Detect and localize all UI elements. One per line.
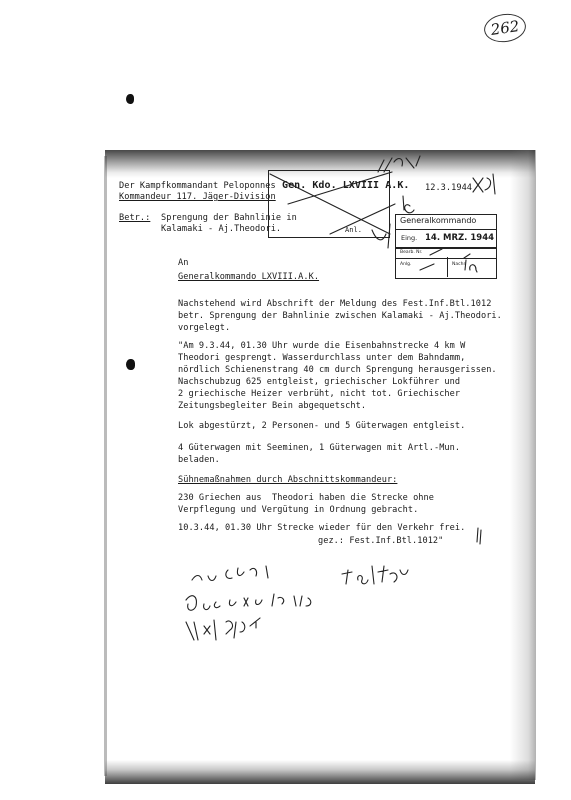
crossed-stamp-sub: Anl. (345, 226, 363, 234)
measures-line-2: Verpflegung und Vergütung in Ordnung gebracht. (178, 505, 419, 515)
letter-date: 12.3.1944 (425, 183, 473, 193)
margin-mark-signature (477, 528, 481, 544)
receipt-check-3 (420, 264, 434, 270)
report-line-6: Zeitungsbegleiter Bein abgequetscht. (178, 401, 367, 411)
handwritten-signature (342, 566, 408, 584)
report-line-8: 4 Güterwagen mit Seeminen, 1 Güterwagen mit Artl.-Mun. (178, 443, 461, 453)
receipt-stamp-title: Generalkommando (400, 216, 477, 225)
measures-line-1: 230 Griechen aus Theodori haben die Strecke ohne (178, 493, 434, 503)
report-line-9: beladen. (178, 455, 220, 465)
subject-line-1: Sprengung der Bahnlinie in (161, 213, 297, 223)
address-to: An (178, 258, 189, 268)
receipt-stamp-date: 14. MRZ. 1944 (425, 233, 495, 243)
receipt-check-1 (430, 249, 442, 255)
subject-line-2: Kalamaki - Aj.Theodori. (161, 224, 282, 234)
handwritten-note-top (378, 156, 420, 172)
report-line-2: Theodori gesprengt. Wasserdurchlass unter dem Bahndamm, (178, 353, 466, 363)
report-line-3: nördlich Schienenstrang 40 cm durch Sprengung herausgerissen. (178, 365, 497, 375)
body-intro-line-2: betr. Sprengung der Bahnlinie zwischen Kalamaki - Aj.Theodori. (178, 311, 502, 321)
crossed-stamp-text: Gen. Kdo. LXVIII A.K. (282, 180, 410, 191)
page-number: 262 (482, 11, 527, 45)
handwritten-initials-top-right (473, 174, 495, 194)
receipt-stamp-anlg-label: Anlg. (400, 262, 412, 267)
body-intro-line-3: vorgelegt. (178, 323, 231, 333)
address-recipient: Generalkommando LXVIII.A.K. (178, 272, 320, 282)
handwritten-line-1 (192, 566, 268, 581)
crossed-stamp-strike-2 (288, 172, 392, 204)
measures-heading: Sühnemaßnahmen durch Abschnittskommandeur: (178, 475, 398, 485)
body-intro-line-1: Nachstehend wird Abschrift der Meldung des Fest.Inf.Btl.1012 (178, 299, 492, 309)
report-signature-line: gez.: Fest.Inf.Btl.1012" (318, 536, 444, 546)
handwritten-line-3 (186, 618, 260, 640)
handwritten-lc (403, 196, 414, 213)
handwritten-mark-subject (372, 224, 390, 248)
receipt-stamp-nachr-label: Nachr. (452, 262, 467, 267)
report-line-5: 2 griechische Heizer verbrüht, nicht tot. Griechischer (178, 389, 461, 399)
sender-line-2: Kommandeur 117. Jäger-Division (119, 192, 276, 202)
receipt-Ia-mark (465, 260, 477, 272)
sender-line-1: Der Kampfkommandant Peloponnes (119, 181, 276, 191)
subject-label: Betr.: (119, 213, 151, 223)
measures-line-3: 10.3.44, 01.30 Uhr Strecke wieder für den Verkehr frei. (178, 523, 466, 533)
report-line-1: "Am 9.3.44, 01.30 Uhr wurde die Eisenbahnstrecke 4 km W (178, 341, 466, 351)
receipt-check-2 (464, 254, 470, 258)
report-line-7: Lok abgestürzt, 2 Personen- und 5 Güterwagen entgleist. (178, 421, 466, 431)
receipt-stamp-eing-label: Eing. (401, 234, 418, 242)
handwritten-line-2 (186, 594, 311, 610)
report-line-4: Nachschubzug 625 entgleist, griechischer Lokführer und (178, 377, 461, 387)
receipt-stamp-bearb-label: Bearb. Nr. (400, 250, 423, 255)
